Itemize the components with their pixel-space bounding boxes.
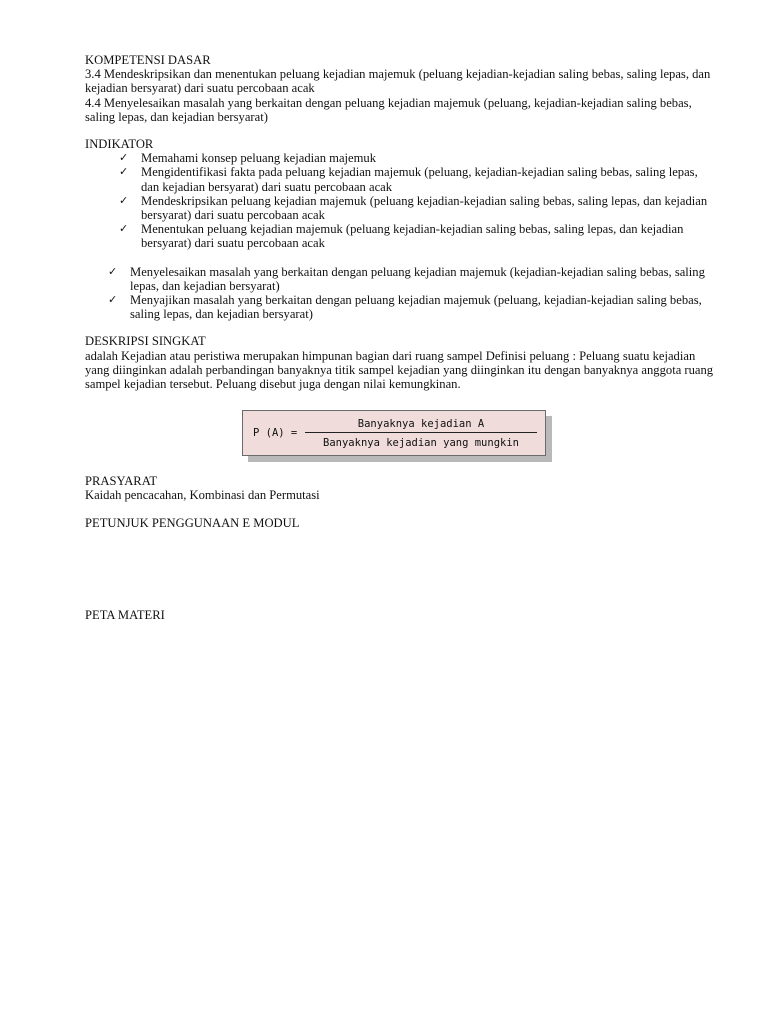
kompetensi-item-4-4: 4.4 Menyelesaikan masalah yang berkaitan dengan peluang kejadian majemuk (peluang, kejadian-kejadian saling bebas, saling lepas, dan kejadian bersyarat) [85,95,692,124]
list-item [119,193,717,223]
prasyarat-text: Kaidah pencacahan, Kombinasi dan Permutasi [85,488,320,503]
list-item-text: Menyajikan masalah yang berkaitan dengan peluang kejadian majemuk (peluang, kejadian-kejadian saling bebas, saling lepas, dan kejadian bersyarat) [130,293,702,322]
list-item-text: Menyelesaikan masalah yang berkaitan dengan peluang kejadian majemuk (kejadian-kejadian saling bebas, saling lepas, dan kejadian bersyarat) [130,264,705,293]
prasyarat-heading: PRASYARAT [85,474,158,489]
formula-lhs: P (A) = [253,427,298,440]
check-icon: ✓ [108,264,118,278]
list-item [119,151,717,166]
check-icon: ✓ [119,151,129,165]
list-item-text: Mendeskripsikan peluang kejadian majemuk (peluang kejadian-kejadian saling bebas, saling lepas, dan kejadian bersyarat) dari suatu percobaan acak [141,193,708,223]
indikator-list-2 [85,265,717,322]
list-item [108,264,717,293]
deskripsi-heading: DESKRIPSI SINGKAT [85,334,206,349]
deskripsi-text: adalah Kejadian atau peristiwa merupakan himpunan bagian dari ruang sampel Definisi peluang : Peluang suatu kejadian yang diinginkan adalah perbandingan banyaknya titik sampel kejadian yang diinginkan itu dengan banyaknya anggota ruang sampel kejadian tersebut. Peluang disebut juga dengan nilai kemungkinan. [85,348,714,392]
indikator-list-1 [85,151,717,250]
list-item-text: Memahami konsep peluang kejadian majemuk [141,151,377,166]
kompetensi-item-3-4: 3.4 Mendeskripsikan dan menentukan peluang kejadian majemuk (peluang kejadian-kejadian saling bebas, saling lepas, dan kejadian bersyarat) dari suatu percobaan acak [85,67,711,96]
list-item-text: Mengidentifikasi fakta pada peluang kejadian majemuk (peluang, kejadian-kejadian saling bebas, saling lepas, dan kejadian bersyarat) dari suatu percobaan acak [141,165,698,194]
fraction-line [305,432,537,433]
document-page [85,53,717,622]
formula-numerator: Banyaknya kejadian A [357,418,485,431]
check-icon: ✓ [119,165,129,179]
probability-formula [242,410,552,458]
check-icon: ✓ [108,293,118,307]
formula-denominator: Banyaknya kejadian yang mungkin [323,437,519,450]
petunjuk-heading: PETUNJUK PENGGUNAAN E MODUL [85,515,300,530]
list-item [119,222,717,251]
kompetensi-heading: KOMPETENSI DASAR [85,53,211,67]
list-item-text: Menentukan peluang kejadian majemuk (peluang kejadian-kejadian saling bebas, saling lepas, dan kejadian bersyarat) dari suatu percobaan acak [141,222,684,251]
list-item [108,293,717,322]
check-icon: ✓ [119,222,129,236]
indikator-heading: INDIKATOR [85,137,154,152]
peta-materi-heading: PETA MATERI [85,607,165,622]
formula-box [242,410,546,456]
check-icon: ✓ [119,193,129,207]
list-item [119,165,717,194]
